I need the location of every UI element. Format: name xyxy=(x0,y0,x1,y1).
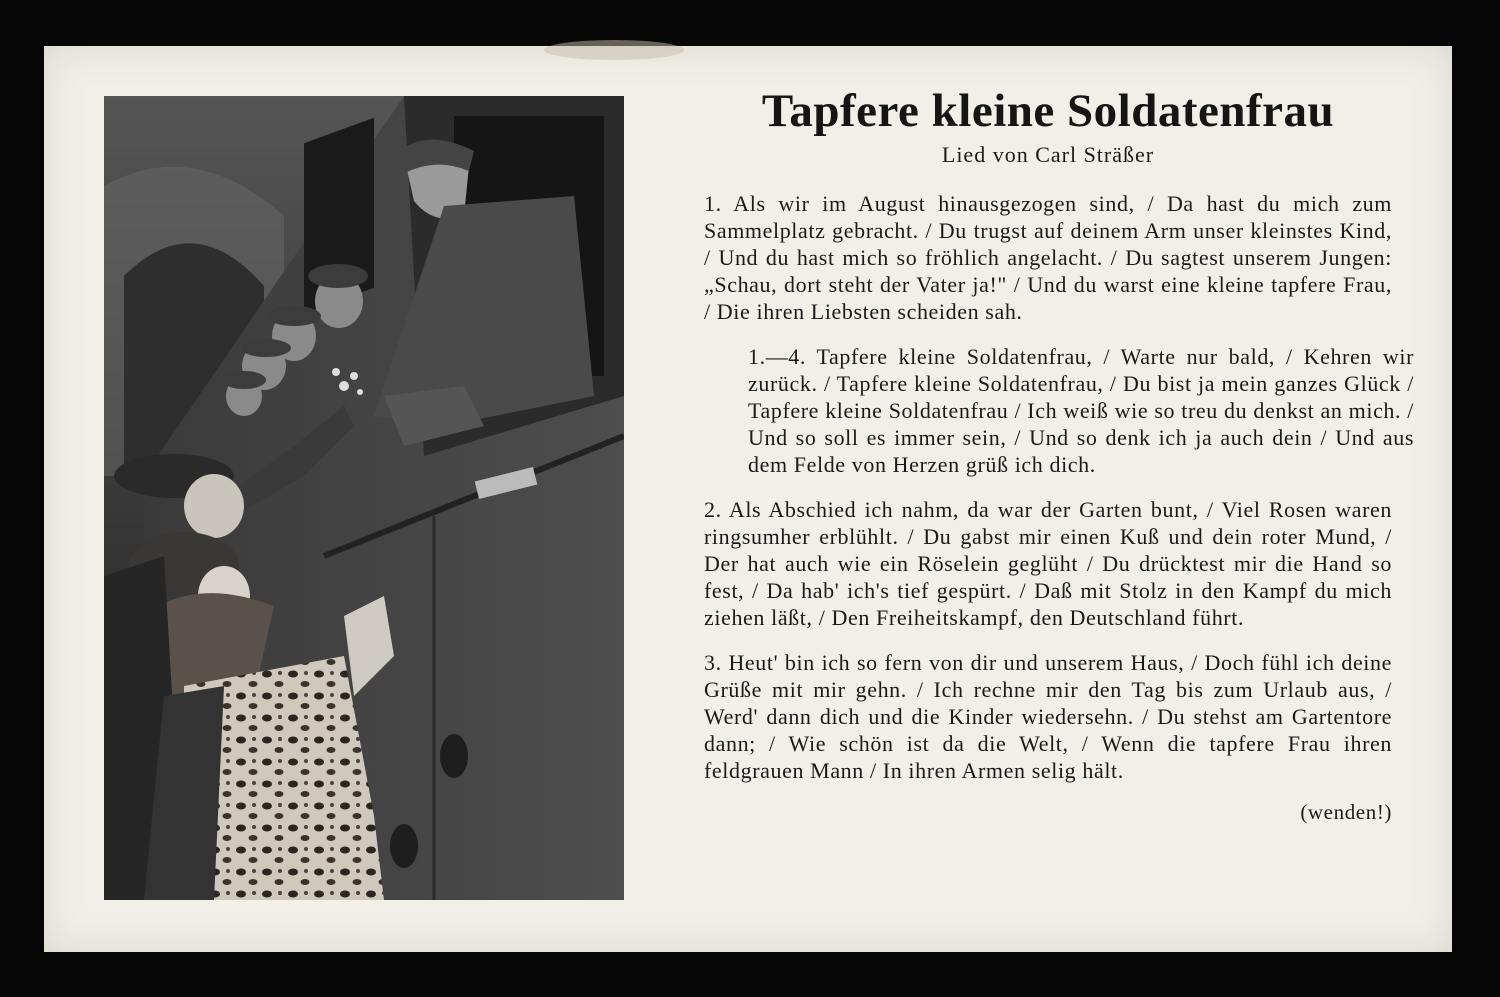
verse-3: 3. Heut' bin ich so fern von dir und unserem Haus, / Doch fühl ich deine Grüße mit mir gehn. / Ich rechne mir den Tag bis zum Urlaub aus, / Werd' dann dich und die Kinder wiedersehn. / Du stehst am Gartentore dann; / Wie schön ist da die Welt, / Wenn die tapfere Frau ihren feldgrauen Mann / In ihren Armen selig hält. xyxy=(704,650,1392,783)
song-text xyxy=(704,84,1414,825)
photograph-icon xyxy=(104,96,624,900)
song-title: Tapfere kleine Soldatenfrau xyxy=(761,85,1335,137)
paper-wear xyxy=(544,40,684,60)
chorus: 1.—4. Tapfere kleine Soldatenfrau, / Warte nur bald, / Kehren wir zurück. / Tapfere kleine Soldatenfrau, / Du bist ja mein ganzes Glück / Tapfere kleine Soldatenfrau / Ich weiß wie so treu du denkst an mich. / Und so soll es immer sein, / Und so denk ich ja auch dein / Und aus dem Felde von Herzen grüß ich dich. xyxy=(748,344,1414,477)
verse-1: 1. Als wir im August hinausgezogen sind, / Da hast du mich zum Sammelplatz gebracht. / Du trugst auf deinem Arm unser kleinstes Kind, / Und du hast mich so fröhlich angelacht. / Du sagtest unserem Jungen: „Schau, dort steht der Vater ja!" / Und du warst eine kleine tapfere Frau, / Die ihren Liebsten scheiden sah. xyxy=(704,191,1392,324)
postcard xyxy=(44,46,1452,952)
song-subtitle: Lied von Carl Sträßer xyxy=(941,142,1155,167)
turn-over-note: (wenden!) xyxy=(1300,800,1392,824)
verse-2: 2. Als Abschied ich nahm, da war der Garten bunt, / Viel Rosen waren ringsumher erblühlt. / Du gabst mir einen Kuß und dein roter Mund, / Der hat auch wie ein Röselein geglüht / Du drücktest mir die Hand so fest, / Da hab' ich's tief gespürt. / Daß mit Stolz in den Kampf du mich ziehen läßt, / Den Freiheitskampf, den Deutschland führt. xyxy=(704,497,1392,630)
